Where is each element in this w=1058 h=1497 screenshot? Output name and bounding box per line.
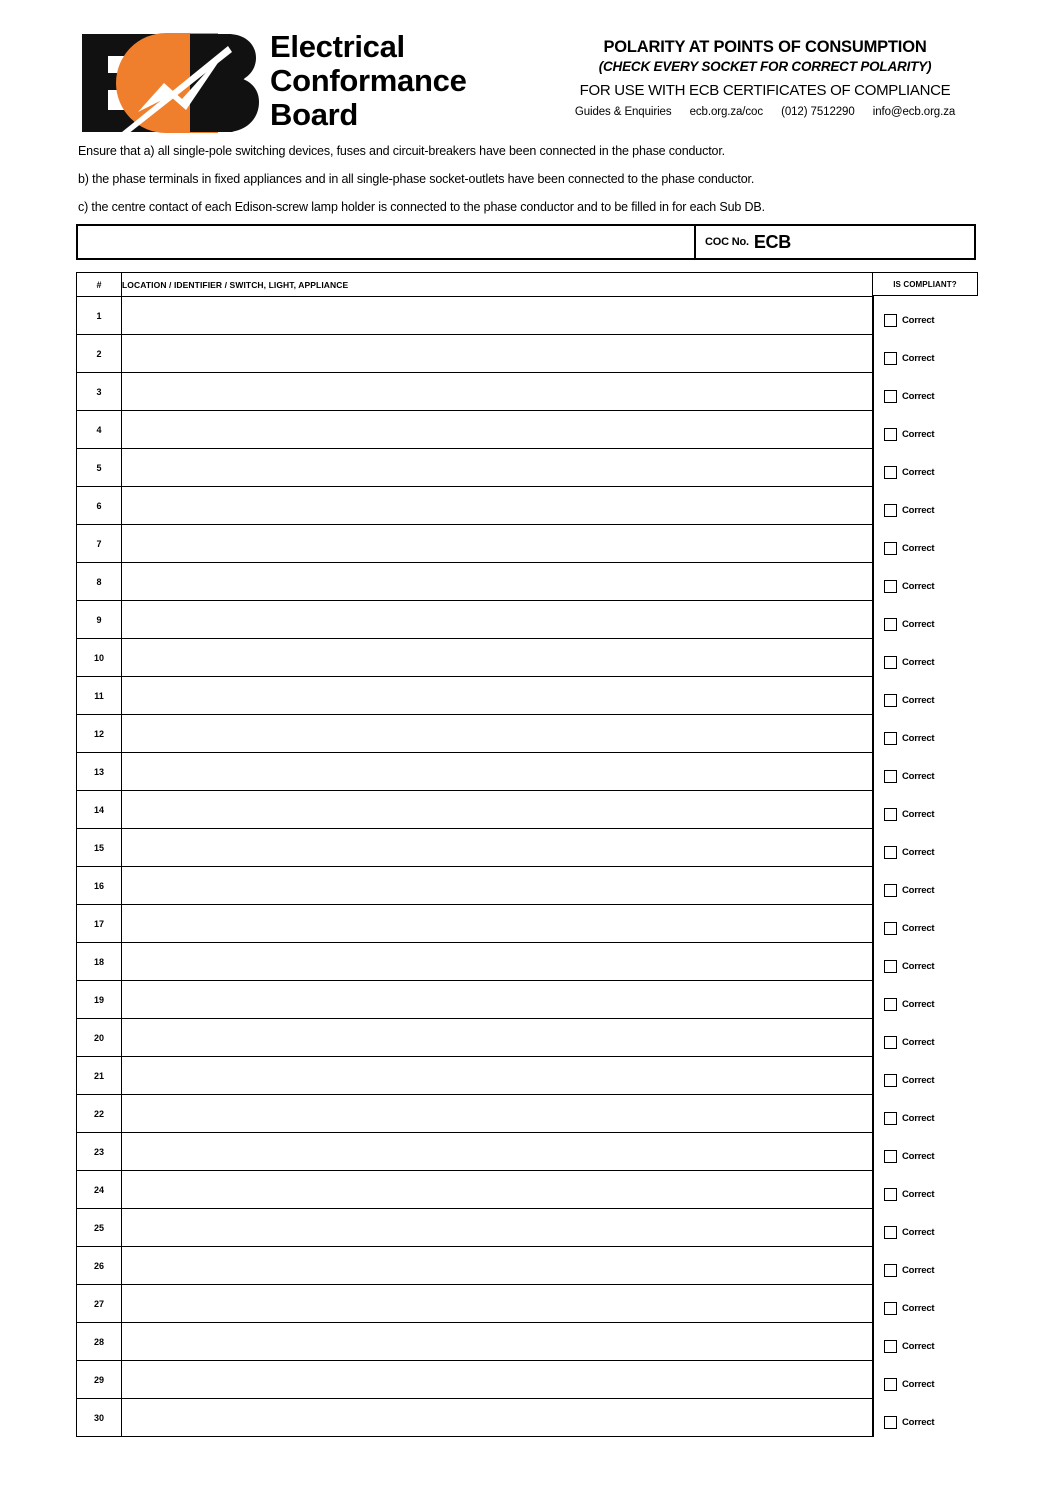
compliant-checkbox-row xyxy=(884,1301,934,1315)
checkbox-icon[interactable] xyxy=(884,1112,897,1125)
compliant-checkbox-row xyxy=(884,427,934,441)
row-number: 2 xyxy=(77,335,122,373)
row-number: 7 xyxy=(77,525,122,563)
org-name-line-3: Board xyxy=(270,97,359,132)
column-header-location: LOCATION / IDENTIFIER / SWITCH, LIGHT, APPLIANCE xyxy=(122,273,873,297)
compliant-checkbox-row xyxy=(884,845,934,859)
checkbox-icon[interactable] xyxy=(884,390,897,403)
contact-line xyxy=(530,106,1000,118)
table-row xyxy=(77,715,873,753)
contact-label: Guides & Enquiries xyxy=(574,106,672,118)
row-number: 4 xyxy=(77,411,122,449)
checkbox-label: Correct xyxy=(902,656,935,668)
row-location-field[interactable] xyxy=(122,715,873,753)
table-row xyxy=(77,373,873,411)
table-row xyxy=(77,867,873,905)
row-number: 14 xyxy=(77,791,122,829)
row-location-field[interactable] xyxy=(122,1133,873,1171)
table-row xyxy=(77,791,873,829)
checkbox-label: Correct xyxy=(902,998,935,1010)
row-location-field[interactable] xyxy=(122,525,873,563)
row-number: 13 xyxy=(77,753,122,791)
compliant-checkbox-row xyxy=(884,1377,934,1391)
table-row xyxy=(77,905,873,943)
table-row xyxy=(77,1209,873,1247)
compliant-checkbox-row xyxy=(884,1035,934,1049)
row-location-field[interactable] xyxy=(122,1247,873,1285)
row-number: 9 xyxy=(77,601,122,639)
checkbox-label: Correct xyxy=(902,770,935,782)
org-name-line-1: Electrical xyxy=(270,29,405,64)
row-number: 15 xyxy=(77,829,122,867)
compliant-checkbox-row xyxy=(884,465,934,479)
row-number: 19 xyxy=(77,981,122,1019)
coc-value: ECB xyxy=(753,231,791,252)
compliant-checkbox-row xyxy=(884,731,934,745)
title-block xyxy=(530,38,1000,118)
checkbox-icon[interactable] xyxy=(884,1074,897,1087)
checkbox-label: Correct xyxy=(902,542,935,554)
compliant-checkbox-row xyxy=(884,541,934,555)
checkbox-label: Correct xyxy=(902,1036,935,1048)
row-location-field[interactable] xyxy=(122,1323,873,1361)
row-location-field[interactable] xyxy=(122,487,873,525)
contact-email: info@ecb.org.za xyxy=(872,106,956,118)
checkbox-icon[interactable] xyxy=(884,656,897,669)
compliant-checkbox-row xyxy=(884,617,934,631)
table-row xyxy=(77,601,873,639)
row-number: 28 xyxy=(77,1323,122,1361)
checkbox-icon[interactable] xyxy=(884,352,897,365)
document-header xyxy=(0,0,1058,148)
instructions-block xyxy=(78,144,988,228)
compliant-column-divider xyxy=(872,296,874,1437)
row-number: 11 xyxy=(77,677,122,715)
compliant-checkbox-row xyxy=(884,1187,934,1201)
row-number: 1 xyxy=(77,297,122,335)
row-location-field[interactable] xyxy=(122,411,873,449)
compliant-checkbox-row xyxy=(884,351,934,365)
checkbox-icon[interactable] xyxy=(884,580,897,593)
row-number: 3 xyxy=(77,373,122,411)
table-row xyxy=(77,411,873,449)
row-number: 10 xyxy=(77,639,122,677)
contact-website: ecb.org.za/coc xyxy=(689,106,763,118)
checkbox-label: Correct xyxy=(902,808,935,820)
checkbox-label: Correct xyxy=(902,884,935,896)
checkbox-icon[interactable] xyxy=(884,770,897,783)
row-number: 27 xyxy=(77,1285,122,1323)
table-row xyxy=(77,1095,873,1133)
column-header-number: # xyxy=(77,273,122,297)
row-location-field[interactable] xyxy=(122,1361,873,1399)
row-number: 12 xyxy=(77,715,122,753)
table-row xyxy=(77,1361,873,1399)
checkbox-label: Correct xyxy=(902,1188,935,1200)
checkbox-label: Correct xyxy=(902,428,935,440)
row-location-field[interactable] xyxy=(122,373,873,411)
checkbox-icon[interactable] xyxy=(884,732,897,745)
checkbox-label: Correct xyxy=(902,1150,935,1162)
checkbox-icon[interactable] xyxy=(884,504,897,517)
row-number: 24 xyxy=(77,1171,122,1209)
row-location-field[interactable] xyxy=(122,867,873,905)
row-number: 30 xyxy=(77,1399,122,1437)
table-row xyxy=(77,1171,873,1209)
checkbox-label: Correct xyxy=(902,504,935,516)
row-number: 5 xyxy=(77,449,122,487)
checkbox-icon[interactable] xyxy=(884,998,897,1011)
usage-line: FOR USE WITH ECB CERTIFICATES OF COMPLIANCE xyxy=(579,82,951,99)
row-number: 26 xyxy=(77,1247,122,1285)
row-location-field[interactable] xyxy=(122,981,873,1019)
compliant-checkbox-row xyxy=(884,693,934,707)
checkbox-label: Correct xyxy=(902,694,935,706)
row-number: 8 xyxy=(77,563,122,601)
table-row xyxy=(77,1247,873,1285)
org-name xyxy=(270,30,467,132)
checkbox-icon[interactable] xyxy=(884,1188,897,1201)
compliant-checkbox-row xyxy=(884,655,934,669)
compliant-checkbox-row xyxy=(884,1225,934,1239)
checkbox-label: Correct xyxy=(902,846,935,858)
checkbox-icon[interactable] xyxy=(884,466,897,479)
compliant-checkbox-row xyxy=(884,997,934,1011)
checkbox-label: Correct xyxy=(902,1226,935,1238)
row-location-field[interactable] xyxy=(122,943,873,981)
table-row xyxy=(77,1057,873,1095)
checkbox-icon[interactable] xyxy=(884,1226,897,1239)
checkbox-icon[interactable] xyxy=(884,922,897,935)
compliant-checkbox-row xyxy=(884,921,934,935)
compliant-checkbox-row xyxy=(884,1415,934,1429)
table-row xyxy=(77,335,873,373)
row-location-field[interactable] xyxy=(122,1171,873,1209)
compliant-checkbox-row xyxy=(884,883,934,897)
compliant-checkbox-row xyxy=(884,313,934,327)
table-row xyxy=(77,563,873,601)
row-location-field[interactable] xyxy=(122,1057,873,1095)
ecb-logo-block xyxy=(78,26,508,141)
compliant-checkbox-row xyxy=(884,1073,934,1087)
checkbox-label: Correct xyxy=(902,922,935,934)
coc-number-field[interactable] xyxy=(696,226,974,258)
checkbox-icon[interactable] xyxy=(884,694,897,707)
row-number: 16 xyxy=(77,867,122,905)
table-row xyxy=(77,639,873,677)
coc-box xyxy=(76,224,976,260)
checkbox-label: Correct xyxy=(902,960,935,972)
row-number: 25 xyxy=(77,1209,122,1247)
row-number: 29 xyxy=(77,1361,122,1399)
row-location-field[interactable] xyxy=(122,905,873,943)
row-location-field[interactable] xyxy=(122,1209,873,1247)
compliant-checkbox-row xyxy=(884,1149,934,1163)
page-subtitle: (CHECK EVERY SOCKET FOR CORRECT POLARITY) xyxy=(598,59,932,74)
checkbox-label: Correct xyxy=(902,1302,935,1314)
checkbox-icon[interactable] xyxy=(884,808,897,821)
row-location-field[interactable] xyxy=(122,829,873,867)
compliant-checkbox-row xyxy=(884,1263,934,1277)
checkbox-label: Correct xyxy=(902,1074,935,1086)
checkbox-label: Correct xyxy=(902,580,935,592)
table-row xyxy=(77,981,873,1019)
compliant-checkbox-row xyxy=(884,959,934,973)
checkbox-label: Correct xyxy=(902,390,935,402)
row-number: 6 xyxy=(77,487,122,525)
checkbox-icon[interactable] xyxy=(884,1378,897,1391)
table-row xyxy=(77,297,873,335)
row-location-field[interactable] xyxy=(122,1285,873,1323)
compliant-checkbox-row xyxy=(884,389,934,403)
table-row xyxy=(77,1285,873,1323)
checkbox-icon[interactable] xyxy=(884,618,897,631)
row-number: 20 xyxy=(77,1019,122,1057)
coc-blank-field[interactable] xyxy=(78,226,696,258)
table-row xyxy=(77,487,873,525)
checkbox-label: Correct xyxy=(902,1112,935,1124)
row-location-field[interactable] xyxy=(122,677,873,715)
compliant-checkbox-row xyxy=(884,769,934,783)
checkbox-label: Correct xyxy=(902,314,935,326)
checkbox-icon[interactable] xyxy=(884,1302,897,1315)
checkbox-icon[interactable] xyxy=(884,1036,897,1049)
row-location-field[interactable] xyxy=(122,1019,873,1057)
checkbox-icon[interactable] xyxy=(884,1416,897,1429)
polarity-table xyxy=(76,272,873,1437)
row-number: 22 xyxy=(77,1095,122,1133)
row-location-field[interactable] xyxy=(122,335,873,373)
checkbox-icon[interactable] xyxy=(884,1340,897,1353)
column-header-compliant: IS COMPLIANT? xyxy=(872,272,978,296)
checkbox-label: Correct xyxy=(902,1340,935,1352)
instruction-b: b) the phase terminals in fixed appliances and in all single-phase socket-outlets have been connected to the phase conductor. xyxy=(78,172,755,186)
checkbox-icon[interactable] xyxy=(884,314,897,327)
compliant-checkbox-row xyxy=(884,807,934,821)
row-location-field[interactable] xyxy=(122,601,873,639)
table-row xyxy=(77,677,873,715)
checkbox-icon[interactable] xyxy=(884,1150,897,1163)
instruction-c: c) the centre contact of each Edison-screw lamp holder is connected to the phase conductor and to be filled in for each Sub DB. xyxy=(78,200,765,214)
ecb-logo-icon xyxy=(78,26,263,136)
row-number: 23 xyxy=(77,1133,122,1171)
row-location-field[interactable] xyxy=(122,449,873,487)
checkbox-label: Correct xyxy=(902,1264,935,1276)
org-name-line-2: Conformance xyxy=(270,63,467,98)
table-row xyxy=(77,1133,873,1171)
page-title: POLARITY AT POINTS OF CONSUMPTION xyxy=(603,38,927,56)
row-number: 21 xyxy=(77,1057,122,1095)
row-number: 18 xyxy=(77,943,122,981)
checkbox-icon[interactable] xyxy=(884,542,897,555)
contact-phone: (012) 7512290 xyxy=(781,106,855,118)
checkbox-icon[interactable] xyxy=(884,884,897,897)
compliant-checkbox-row xyxy=(884,503,934,517)
table-row xyxy=(77,1323,873,1361)
compliant-checkbox-row xyxy=(884,579,934,593)
checkbox-label: Correct xyxy=(902,732,935,744)
polarity-table-wrap xyxy=(76,272,978,1437)
table-row xyxy=(77,449,873,487)
row-location-field[interactable] xyxy=(122,1095,873,1133)
row-location-field[interactable] xyxy=(122,1399,873,1437)
row-location-field[interactable] xyxy=(122,563,873,601)
checkbox-icon[interactable] xyxy=(884,1264,897,1277)
row-location-field[interactable] xyxy=(122,639,873,677)
compliant-checkbox-row xyxy=(884,1339,934,1353)
table-row xyxy=(77,1019,873,1057)
checkbox-label: Correct xyxy=(902,1378,935,1390)
checkbox-icon[interactable] xyxy=(884,428,897,441)
table-row xyxy=(77,943,873,981)
checkbox-label: Correct xyxy=(902,1416,935,1428)
table-row xyxy=(77,525,873,563)
row-location-field[interactable] xyxy=(122,753,873,791)
instruction-a: Ensure that a) all single-pole switching devices, fuses and circuit-breakers have been connected in the phase conductor. xyxy=(78,144,725,158)
checkbox-icon[interactable] xyxy=(884,846,897,859)
table-header-row xyxy=(77,273,873,297)
checkbox-label: Correct xyxy=(902,618,935,630)
table-row xyxy=(77,753,873,791)
table-row xyxy=(77,829,873,867)
coc-label: COC No. xyxy=(705,236,749,248)
checkbox-icon[interactable] xyxy=(884,960,897,973)
row-location-field[interactable] xyxy=(122,791,873,829)
row-location-field[interactable] xyxy=(122,297,873,335)
compliant-checkbox-row xyxy=(884,1111,934,1125)
row-number: 17 xyxy=(77,905,122,943)
checkbox-label: Correct xyxy=(902,466,935,478)
table-row xyxy=(77,1399,873,1437)
checkbox-label: Correct xyxy=(902,352,935,364)
compliant-checkbox-column xyxy=(884,296,1004,1437)
